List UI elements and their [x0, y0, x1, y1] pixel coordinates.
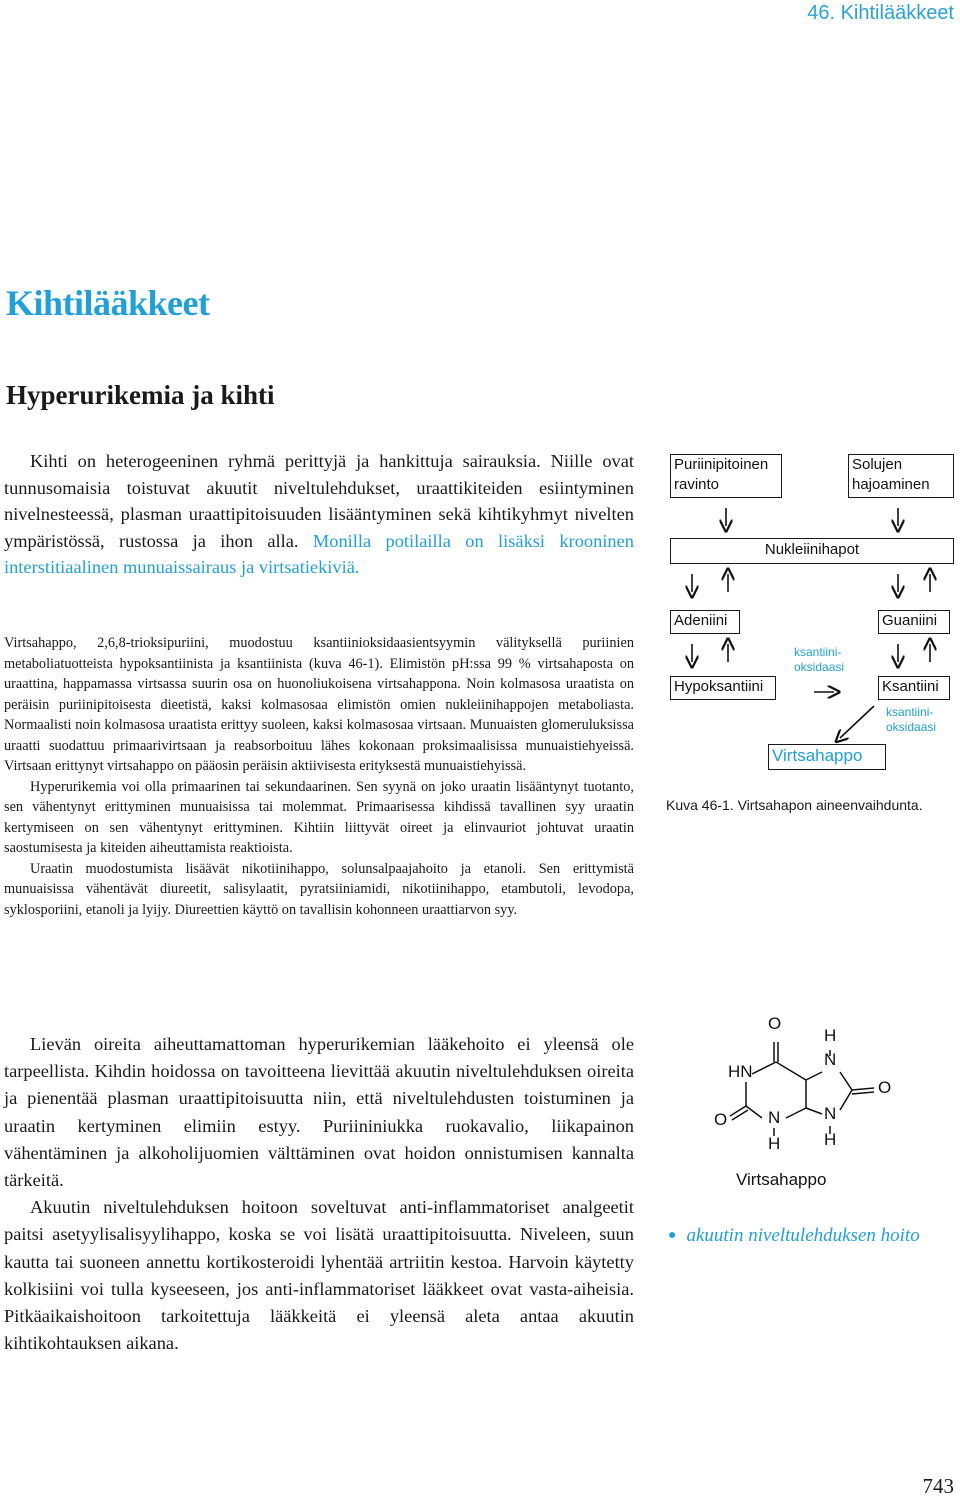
- figure-caption: Kuva 46-1. Virtsahapon aineenvaihdunta.: [666, 797, 923, 813]
- enzyme-label-1: ksantiini- oksidaasi: [794, 645, 845, 674]
- margin-note-text: akuutin niveltulehduksen hoito: [686, 1225, 920, 1246]
- box-xanthine: Ksantiini: [878, 676, 950, 700]
- paragraph-acute-treatment: Akuutin niveltulehduksen hoitoon soveltuvat anti-inflammatoriset analgeetit paitsi asetyylisalisyylihappo, koska se voi lisätä uraattipitoisuutta. Niveleen, suun kautta tai suoneen annettu kortikosteroidi lyhentää artriitin kestoa. Harvoin käytetty kolkisiini voi tulla kyseeseen, jos anti-inflammatoriset lääkkeet ovat vasta-aiheisia. Pitkäaikaishoitoon tarkoitettuja lääkkeitä ei yleensä aleta antaa akuutin kihtikohtauksen aikana.: [4, 1197, 634, 1354]
- treatment-section: [4, 1031, 634, 1357]
- atom-o-right: O: [878, 1078, 892, 1097]
- section-title: Hyperurikemia ja kihti: [6, 380, 275, 410]
- atom-h-top: H: [824, 1026, 837, 1045]
- chapter-title: Kihtilääkkeet: [6, 283, 210, 323]
- paragraph-hyperuricemia: Hyperurikemia voi olla primaarinen tai sekundaarinen. Sen syynä on joko uraatin lisääntynyt tuotanto, sen vähentynyt erittyminen munuaisissa tai molemmat. Primaarisessa kihdissä tavallinen syy uraatin kertymiseen on sen vähentynyt erittyminen. Kihtiin liittyvät oireet ja elinvauriot johtuvat uraatin saostumisesta ja kiteiden aiheuttamista reaktioista.: [4, 778, 634, 856]
- margin-note: [668, 1222, 938, 1249]
- atom-hn: HN: [728, 1062, 753, 1081]
- paragraph-urate-factors: Uraatin muodostumista lisäävät nikotiinihappo, solunsalpaajahoito ja etanoli. Sen erittymistä munuaisissa vähentävät diureetit, salisylaatit, pyratsiiniamidi, nikotiinihappo, etambutoli, levodopa, syklosporiini, etanoli ja lyijy. Diureettien käyttö on tavallisin kohonneen uraattiarvon syy.: [4, 860, 634, 918]
- intro-text: Kihti on heterogeeninen ryhmä perittyjä ja hankittuja sairauksia. Niille ovat tunnusomaisia toistuvat akuutit niveltulehdukset, uraattikiteiden esiintyminen nivelnesteessä, plasman uraattipitoisuuden lisääntyminen sekä kihtikyhmyt nivelten ympäristössä, rustossa ja ihon alla.: [4, 451, 634, 551]
- box-nucleic-acids: Nukleiinihapot: [670, 538, 954, 564]
- box-guanine: Guaniini: [878, 610, 950, 634]
- uric-acid-metabolism-diagram: [664, 448, 954, 778]
- box-uric-acid: Virtsahappo: [768, 744, 886, 770]
- paragraph-uric-acid: Virtsahappo, 2,6,8-trioksipuriini, muodostuu ksantiinioksidaasientsyymin välityksellä puriinien metaboliatuotteista hypoksantiinista ja ksantiinista (kuva 46-1). Elimistön pH:ssa 99 % virtsahaposta on uraattina, happamassa virtsassa suurin osa on huonoliukoisena virtsahappona. Noin kolmasosa uraatista on peräisin puriinipitoisesta dieetistä, kaksi kolmasosaa elimistön omien nukleiinihappojen metaboliasta. Normaalisti noin kolmasosa uraatista erittyy suoleen, kaksi kolmasosaa virtsaan. Munuaisten glomeruluksissa uraatti suodattuu primaarivirtsaan ja reabsorboituu lähes kokonaan proksimaalisissa munuaistiehyeissä. Virtsaan erittynyt virtsahappo on pääosin peräisin aktiivisesta erityksestä munuaistiehyissä.: [4, 635, 634, 774]
- structure-label: Virtsahappo: [736, 1170, 827, 1189]
- atom-o-left: O: [714, 1110, 728, 1129]
- bullet-icon: ●: [668, 1228, 677, 1243]
- box-cell-breakdown: Solujen hajoaminen: [848, 454, 954, 498]
- atom-n-right: N: [824, 1104, 837, 1123]
- paragraph-treatment-goals: Lievän oireita aiheuttamattoman hyperurikemian lääkehoito ei yleensä ole tarpeellista. Kihdin hoidossa on tavoitteena lievittää akuutin niveltulehduksen oireita ja pienentää plasman uraattipitoisuutta niin, että niveltulehdusten toistuminen ja uraatin kertyminen elimiin estyy. Puriininiukka ruokavalio, liikapainon vähentäminen ja alkoholijuomien välttäminen ovat hoidon onnistumisen kannalta tärkeitä.: [4, 1034, 634, 1191]
- box-purine-diet: Puriinipitoinen ravinto: [670, 454, 782, 498]
- atom-h-bottom-right: H: [824, 1130, 837, 1149]
- running-head: 46. Kihtilääkkeet: [807, 2, 954, 24]
- atom-n-top: N: [824, 1050, 837, 1069]
- arrow-xanthine-to-uric-acid: [840, 706, 874, 738]
- atom-h-bottom-left: H: [768, 1134, 781, 1153]
- enzyme-label-2: ksantiini- oksidaasi: [886, 705, 937, 734]
- atom-n-mid: N: [768, 1108, 781, 1127]
- intro-highlight-text: Monilla potilailla on lisäksi krooninen interstitiaalinen munuaissairaus ja virtsatiekiviä.: [4, 530, 634, 577]
- box-hypoxanthine: Hypoksantiini: [670, 676, 776, 700]
- atom-o-top: O: [768, 1014, 782, 1033]
- intro-paragraph: [4, 448, 634, 581]
- page-number: 743: [922, 1474, 954, 1498]
- detail-section: [4, 633, 634, 920]
- box-adenine: Adeniini: [670, 610, 740, 634]
